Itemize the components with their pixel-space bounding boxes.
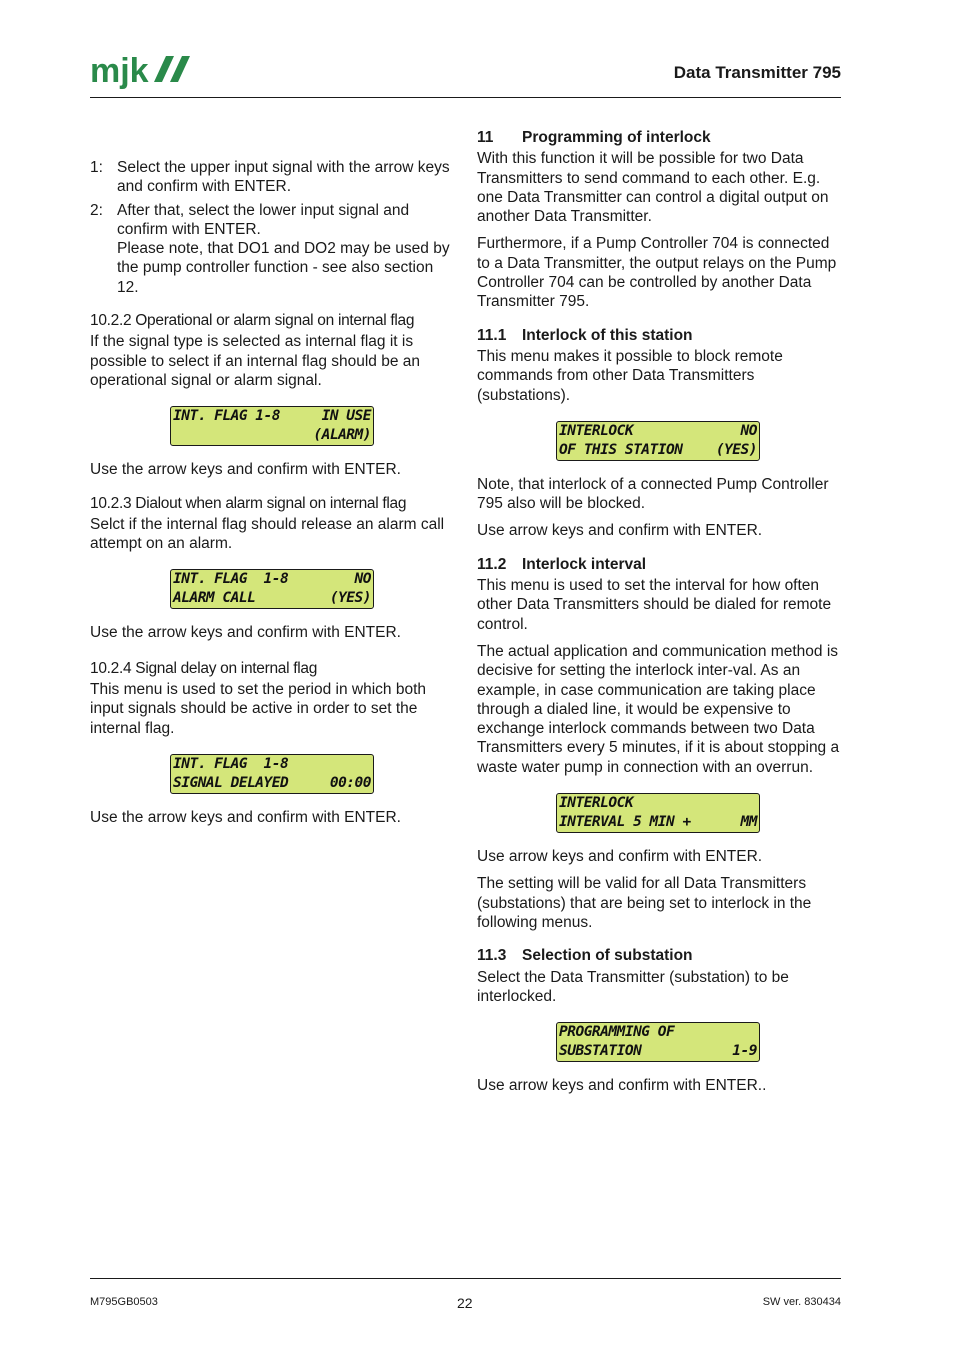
paragraph: Use arrow keys and confirm with ENTER.	[477, 848, 763, 866]
paragraph: Selct if the internal flag should release an alarm call attempt on an alarm.	[90, 515, 445, 553]
document-title: Data Transmitter 795	[673, 63, 841, 82]
logo-wordmark: mjk	[90, 52, 149, 90]
right-column	[477, 128, 845, 1103]
paragraph: If the signal type is selected as internal flag it is possible to select if an internal flag should be an operational signal or alarm signal.	[90, 333, 421, 389]
step-note: Please note, that DO1 and DO2 may be used by the pump controller function - see also section 12.	[117, 240, 450, 296]
page-number: 22	[457, 1295, 473, 1311]
paragraph: This menu is used to set the interval for how often other Data Transmitters should be dialed for remote control.	[477, 577, 832, 633]
section-heading: 10.2.2 Operational or alarm signal on internal flag	[90, 312, 415, 330]
paragraph: With this function it will be possible for two Data Transmitters to send command to each other. E.g. one Data Transmitter can control a digital output on another Data Transmitter.	[477, 150, 829, 226]
section-heading: 11 Programming of interlock	[477, 129, 711, 146]
footer-rule	[90, 1278, 841, 1279]
lcd-display: PROGRAMMING OF SUBSTATION 1-9	[556, 1022, 760, 1062]
lcd-display: INT. FLAG 1-8 SIGNAL DELAYED 00:00	[170, 754, 374, 794]
paragraph: Furthermore, if a Pump Controller 704 is connected to a Data Transmitter, the output relays on the Pump Controller 704 can be controlled by another Data Transmitter 795.	[477, 235, 837, 311]
paragraph: This menu makes it possible to block remote commands from other Data Transmitters (substations).	[477, 347, 783, 404]
section-heading: 11.3 Selection of substation	[477, 947, 693, 965]
paragraph: Use the arrow keys and confirm with ENTER.	[90, 624, 401, 642]
paragraph: The setting will be valid for all Data Transmitters (substations) that are being set to interlock in the following menus.	[477, 875, 812, 931]
paragraph: Note, that interlock of a connected Pump Controller 795 also will be blocked.	[477, 475, 829, 513]
paragraph: The actual application and communication method is decisive for setting the interlock inter-val. As an example, in case communication are taking place through a dialed line, it would be expensive to exchange interlock commands between two Data Transmitters every 5 minutes, if it is about stopping a waste water pump in connection with an overrun.	[477, 642, 840, 776]
list-item: 2: After that, select the lower input signal and confirm with ENTER. Please note, that DO1 and DO2 may be used by the pump controller function - see also section 12.	[90, 201, 450, 296]
paragraph: Use the arrow keys and confirm with ENTER.	[90, 461, 401, 479]
list-item: 1: Select the upper input signal with the arrow keys and confirm with ENTER.	[90, 159, 450, 196]
paragraph: Use arrow keys and confirm with ENTER..	[477, 1077, 767, 1095]
paragraph: Select the Data Transmitter (substation) to be interlocked.	[477, 968, 789, 1005]
left-column	[90, 158, 455, 835]
paragraph: This menu is used to set the period in which both input signals should be active in order to set the internal flag.	[90, 681, 427, 737]
software-version: SW ver. 830434	[762, 1296, 841, 1308]
section-heading: 10.2.4 Signal delay on internal flag	[90, 659, 318, 677]
section-heading: 11.1 Interlock of this station	[477, 326, 693, 344]
section-heading: 10.2.3 Dialout when alarm signal on internal flag	[90, 494, 407, 512]
lcd-display: INTERLOCK NO OF THIS STATION (YES)	[556, 421, 760, 461]
header-rule	[90, 97, 841, 98]
document-code: M795GB0503	[90, 1296, 158, 1308]
lcd-display: INTERLOCK INTERVAL 5 MIN + MM	[556, 793, 760, 833]
lcd-display: INT. FLAG 1-8 NO ALARM CALL (YES)	[170, 569, 374, 609]
mjk-logo	[90, 50, 200, 94]
section-heading: 11.2 Interlock interval	[477, 555, 647, 573]
paragraph: Use arrow keys and confirm with ENTER.	[477, 522, 763, 540]
paragraph: Use the arrow keys and confirm with ENTER.	[90, 808, 401, 826]
lcd-display: INT. FLAG 1-8 IN USE (ALARM)	[170, 406, 374, 446]
